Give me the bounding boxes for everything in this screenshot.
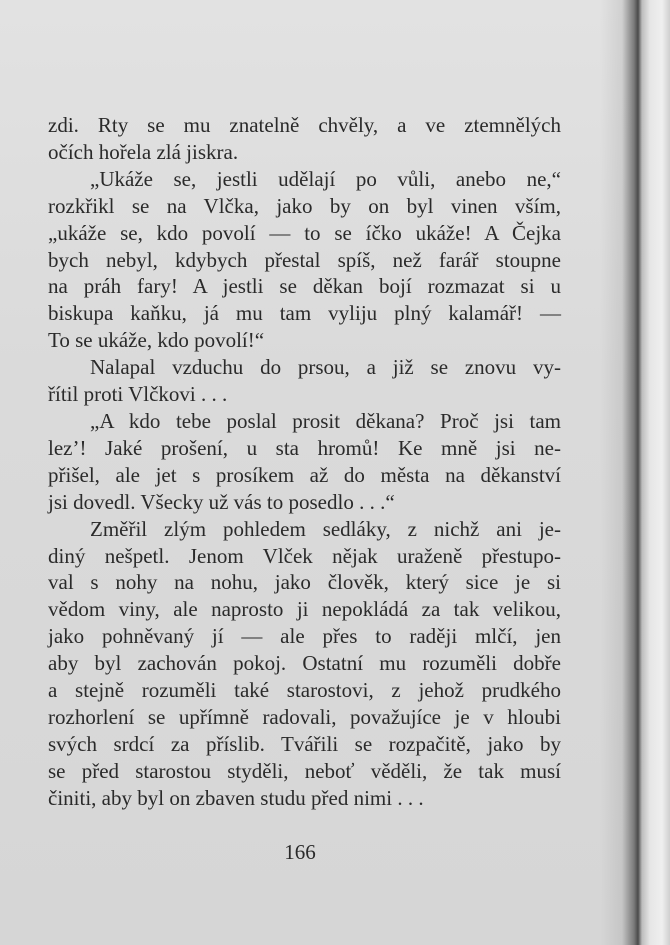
text-line: přišel, ale jet s prosíkem až do města na děkanství [48,462,561,487]
page-body-text [48,112,561,812]
text-line: rozkřikl se na Vlčka, jako by on byl vinen vším, [48,193,561,218]
page-number: 166 [284,840,316,864]
text-line: biskupa kaňku, já mu tam vyliju plný kalamář! — [48,301,561,326]
text-line: „Ukáže se, jestli udělají po vůli, anebo ne,“ [90,166,561,191]
text-line: činiti, aby byl on zbaven studu před nimi . . . [48,785,424,810]
text-line: jako pohněvaný jí — ale přes to raději mlčí, jen [48,624,561,649]
text-line: To se ukáže, kdo povolí!“ [48,328,265,353]
text-line: jsi dovedl. Všecky už vás to posedlo . . .“ [48,489,395,514]
text-line: řítil proti Vlčkovi . . . [48,382,228,407]
text-line: aby byl zachován pokoj. Ostatní mu rozuměli dobře [48,651,561,676]
text-line: vědom viny, ale naprosto ji nepokládá za tak velikou, [48,597,561,622]
text-line: rozhorlení se upřímně radovali, považujíce je v hloubi [48,704,561,729]
text-line: na práh fary! A jestli se děkan bojí rozmazat si u [48,274,561,299]
text-line: svých srdcí za příslib. Tvářili se rozpačitě, jako by [48,731,561,756]
text-line: Nalapal vzduchu do prsou, a již se znovu vy- [90,355,561,380]
text-line: Změřil zlým pohledem sedláky, z nichž ani je- [90,516,561,541]
text-line: zdi. Rty se mu znatelně chvěly, a ve ztemnělých [48,113,561,137]
book-gutter-shadow [600,0,670,945]
text-line: bych nebyl, kdybych přestal spíš, než farář stoupne [48,247,561,272]
text-line: očích hořela zlá jiskra. [48,139,239,164]
text-line: diný nešpetl. Jenom Vlček nějak uraženě přestupo- [48,543,561,568]
text-line: se před starostou styděli, neboť věděli, že tak musí [48,758,561,783]
text-line: lez’! Jaké prošení, u sta hromů! Ke mně jsi ne- [48,435,561,460]
text-line: „ukáže se, kdo povolí — to se íčko ukáže! A Čejka [48,220,561,245]
text-line: „A kdo tebe poslal prosit děkana? Proč jsi tam [90,408,561,433]
text-line: a stejně rozuměli také starostovi, z jehož prudkého [48,678,561,703]
text-line: val s nohy na nohu, jako člověk, který sice je si [48,570,561,595]
